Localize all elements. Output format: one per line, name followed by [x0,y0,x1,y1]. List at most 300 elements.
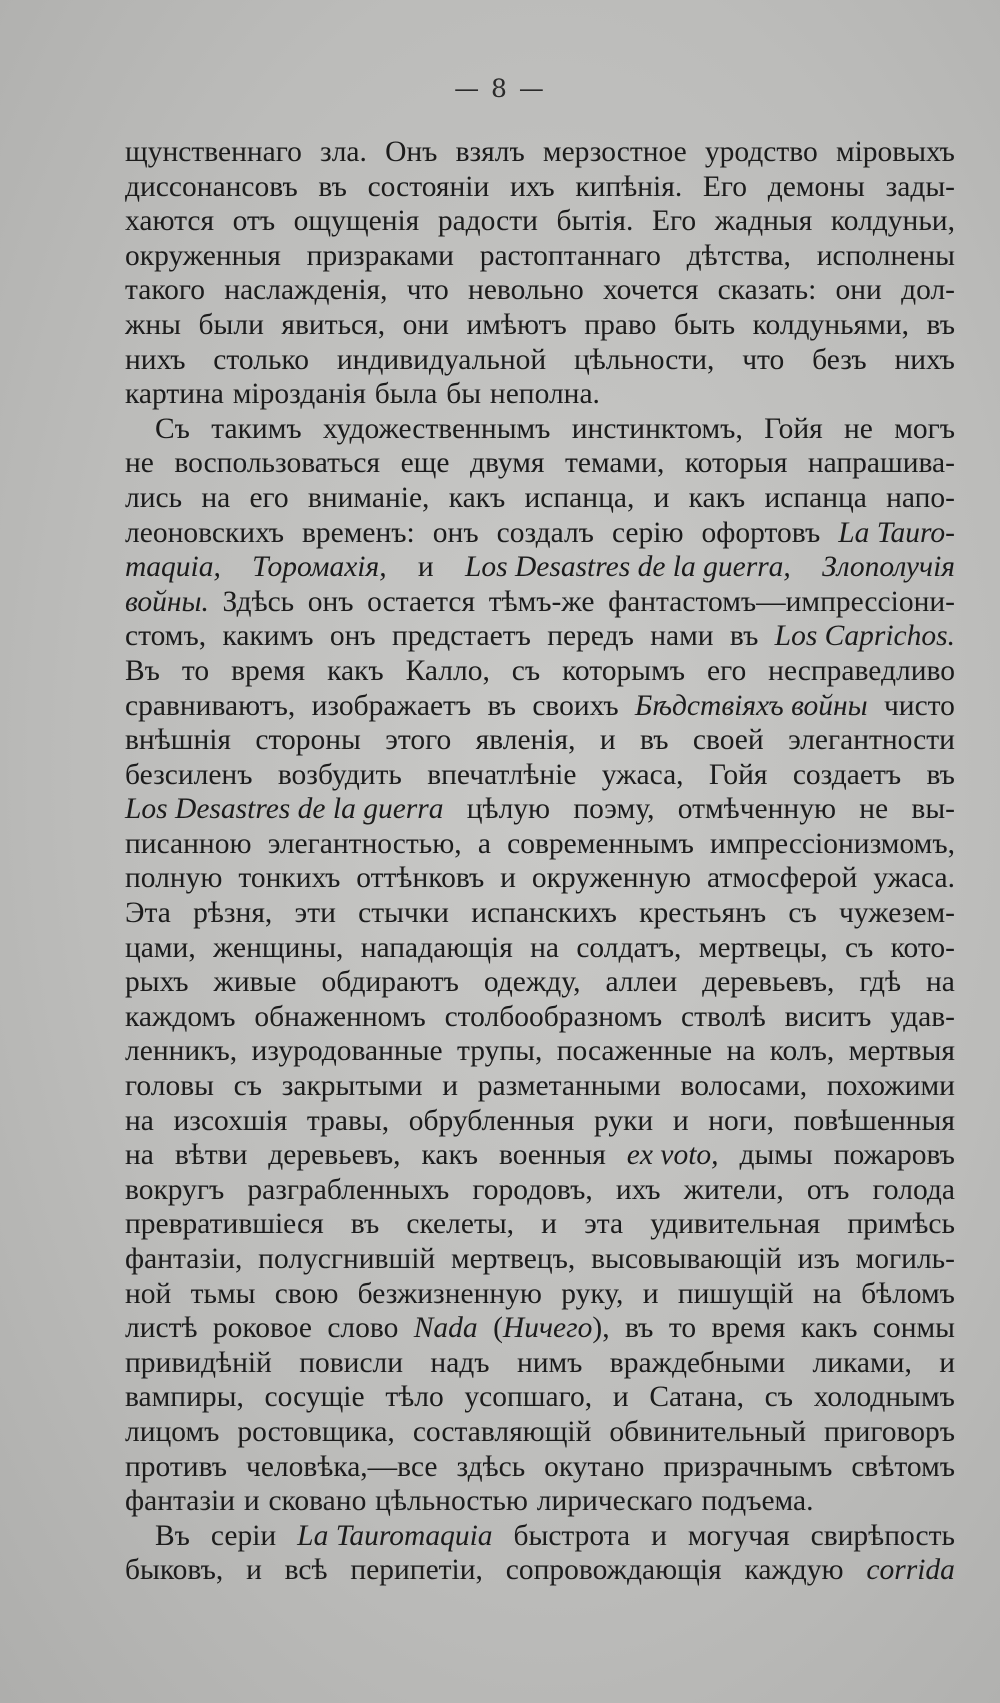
word: нами [650,620,714,653]
word: не [125,447,154,480]
word: Онъ [385,136,438,168]
word: вампиры, [125,1381,244,1414]
word: удав- [890,1000,955,1033]
text-line [125,792,955,827]
word: ex voto, [626,1139,719,1172]
word: Въ [125,654,160,687]
word: серiи [210,1519,277,1552]
word: могучая [687,1519,790,1552]
word: голода [872,1173,955,1206]
word: уродство [704,136,818,168]
word: испанца [764,481,867,514]
word: приговоръ [824,1415,955,1448]
word: элегантностью, [267,827,462,860]
word: сравниваютъ, [125,689,296,722]
word: изсохшiя [173,1104,288,1137]
word: превратившiеся [125,1208,324,1241]
word: въ [926,308,955,341]
word: обнаженномъ [254,1000,426,1033]
word: хочется [602,274,699,307]
word: вы- [911,793,955,826]
text-line [125,377,955,412]
word: безжизненную [357,1277,542,1310]
word: рѣзня, [193,897,273,930]
word: ной [125,1277,172,1310]
word: здѣсь [456,1450,526,1483]
word: которыя [684,447,788,480]
word: разметанными [477,1070,661,1103]
word: и [246,1554,262,1587]
word: и [541,1208,557,1241]
word: неполна. [489,378,600,411]
word: и [642,1277,659,1310]
text-line [125,1346,955,1381]
word: явиться, [281,308,386,341]
word: отъ [806,1173,850,1206]
word: нихъ [125,343,186,376]
word: картина [125,378,224,411]
word: Los Desastres de la guerra, [464,551,791,584]
word: передъ [547,620,634,653]
word: мертвецъ, [451,1243,576,1275]
word: усопшаго, [464,1381,593,1414]
word: Здѣсь [222,585,295,618]
word: призрачнымъ [663,1450,833,1483]
word: и [939,1346,955,1379]
word: чисто [883,689,955,722]
word: виситъ [784,1000,872,1033]
word: окруженную [531,862,692,895]
word: которымъ [562,654,686,687]
word: колдуньями, [752,308,909,341]
word: противъ [125,1450,228,1483]
word: окруженныя [125,239,281,272]
text-line [125,1277,955,1312]
word: несправедливо [768,654,955,687]
word: повисли [299,1346,404,1379]
word: этого [385,724,452,757]
word: головы [125,1070,214,1103]
word: и [417,551,434,584]
word: роковое [212,1312,312,1345]
word: и [442,1070,459,1103]
word: а [477,827,491,860]
word: живые [213,966,297,999]
word: ликами, [812,1346,912,1379]
word: въ [350,1208,380,1241]
word: ростовщика, [237,1415,395,1448]
word: остается [367,585,476,618]
text-line [125,135,955,170]
word: изуродованные [251,1035,443,1068]
word: привидѣнiй [125,1346,272,1379]
word: современнымъ [507,827,694,860]
word: каждую [744,1554,844,1587]
word: время [711,1312,786,1345]
text-line [125,1311,955,1346]
word: онъ [432,516,479,549]
word: бытiя. [556,205,634,238]
word: и [653,481,670,514]
text-line [125,965,955,1000]
word: растоптаннаго [479,239,661,272]
word: явленiя, [475,724,576,757]
text-line [125,550,955,585]
body-text [125,135,955,1588]
word: могъ [894,412,955,445]
word: бы [446,378,482,411]
word: цѣльностью [375,1485,528,1518]
word: офортовъ [701,516,821,549]
word: то [668,1312,697,1345]
word: обвинительный [609,1415,807,1448]
word: тонкихъ [238,862,341,895]
word: такого [125,274,206,307]
word: стволѣ [680,1000,766,1033]
word: съ [233,1070,263,1103]
word: они [402,308,449,341]
word: испанскихъ [471,897,617,930]
word: гдѣ [859,966,902,999]
word: враждебными [609,1346,786,1379]
word: Злополучiя [822,551,955,584]
word: быстрота [513,1519,631,1552]
text-line [125,412,955,447]
word: Торомахiя, [252,551,387,584]
word: писанною [125,827,252,860]
word: стомъ, [125,620,207,653]
word: ужаса. [873,862,955,895]
word: ужаса, [601,758,684,791]
word: въ [487,689,516,722]
word: подъема. [701,1485,814,1518]
text-line [125,931,955,966]
word: удивительная [650,1208,821,1241]
word: его [707,654,747,687]
text-line [125,585,955,620]
word: кипѣнiя. [575,170,683,203]
word: Его [702,170,748,203]
word: maquia, [125,551,221,584]
word: нападающiя [360,931,513,964]
word: что [742,343,785,376]
word: обрубленныя [408,1104,575,1137]
text-line [125,861,955,896]
word: человѣка,—все [245,1450,438,1483]
text-line [125,1034,955,1069]
word: художественнымъ [322,412,551,445]
word: вниманiе, [307,481,430,514]
word: фантазiи [125,1485,235,1518]
word: эти [294,897,336,930]
text-line [125,654,955,689]
word: военныя [498,1139,606,1172]
word: деревьевъ, [702,966,835,999]
word: похожими [826,1070,955,1103]
word: инстинктомъ, [571,412,743,445]
word: свѣтомъ [851,1450,955,1483]
word: призраками [306,239,454,272]
word: демоны [767,170,865,203]
word: Съ [155,412,190,445]
word: полусгнившiй [258,1243,436,1275]
word: колдуньи, [830,205,955,238]
word: ихъ [509,170,555,203]
text-line [125,204,955,239]
word: женщины, [213,931,344,964]
word: La Tauromaquia [297,1519,493,1552]
text-line [125,1000,955,1035]
text-line [125,689,955,724]
word: съ [764,1381,794,1414]
word: полную [125,862,223,895]
word: тѣло [385,1381,444,1414]
text-line [125,170,955,205]
word: возбудить [277,758,402,791]
word: на [726,1035,756,1068]
word: La Tauro- [838,516,955,549]
word: Эта [125,897,171,930]
word: жители, [683,1173,784,1206]
text-line [125,239,955,274]
word: пишущiй [677,1277,794,1310]
word: составляющiй [412,1415,592,1448]
word: диссонансовъ [125,170,298,203]
word: на [812,1277,842,1310]
word: мiровыхъ [835,136,955,168]
word: на [125,1139,154,1172]
word: холоднымъ [813,1381,955,1414]
word: на [125,1104,154,1137]
text-line [125,1519,955,1554]
word: лись [125,481,183,514]
word: цѣлую [466,793,551,826]
word: Nada [413,1312,478,1345]
word: всѣ [284,1554,328,1587]
word: сковано [268,1485,367,1518]
word: оттѣнковъ [356,862,485,895]
word: цами, [125,931,196,964]
word: посаженные [556,1035,713,1068]
word: испанца, [524,481,635,514]
word: мiрозданiя [232,378,366,411]
text-line [125,273,955,308]
text-line [125,446,955,481]
word: безъ [812,343,867,376]
word: городовъ, [472,1173,593,1206]
word: временъ: [301,516,415,549]
word: Въ [155,1519,190,1552]
word: и [612,1381,629,1414]
word: зла. [320,136,367,168]
text-line [125,1553,955,1588]
word: нимъ [516,1346,583,1379]
word: темами, [564,447,665,480]
word: травы, [306,1104,390,1137]
word: изображаетъ [311,689,472,722]
word: стороны [255,724,361,757]
word: дѣтства, [686,239,791,272]
word: еще [400,447,450,480]
text-line [125,1207,955,1242]
word: на [530,931,559,964]
word: (Ничего), [493,1312,610,1345]
text-line [125,1242,955,1277]
word: могиль- [855,1243,955,1275]
word: эта [584,1208,624,1241]
word: онъ [329,620,376,653]
word: вѣтви [174,1139,248,1172]
text-line [125,481,955,516]
word: отъ [232,205,276,238]
word: невольно [468,274,584,307]
word: corrida [866,1554,955,1587]
text-line [125,1138,955,1173]
word: серiю [611,516,684,549]
text-line [125,1484,955,1519]
word: одежду, [483,966,581,999]
word: и [672,1104,689,1137]
word: быть [673,308,736,341]
page-number: — 8 — [454,74,546,103]
word: Los Caprichos. [774,620,955,653]
word: какъ [448,481,506,514]
word: руку, [561,1277,624,1310]
word: тьмы [190,1277,256,1310]
word: ощущенiя [293,205,420,238]
word: пожаровъ [833,1139,955,1172]
word: право [584,308,657,341]
word: они [835,274,882,307]
word: ихъ [615,1173,661,1206]
word: слово [327,1312,399,1345]
text-line [125,516,955,551]
text-line [125,758,955,793]
word: напрашива- [807,447,955,480]
word: леоновскихъ [125,516,284,549]
word: трупы, [456,1035,543,1068]
word: Сатана, [649,1381,744,1414]
word: бѣломъ [861,1277,955,1310]
word: своей [692,724,764,757]
word: индивидуальной [336,343,547,376]
word: обдираютъ [321,966,459,999]
word: и [500,862,516,895]
word: имѣютъ [466,308,567,341]
text-line [125,1450,955,1485]
text-line [125,1173,955,1208]
word: сонмы [872,1312,955,1345]
word: колъ, [769,1035,835,1068]
word: лицомъ [125,1415,220,1448]
word: высовывающiй [591,1243,782,1275]
word: Los Desastres de la guerra [125,793,444,826]
word: предстаетъ [391,620,531,653]
text-line [125,827,955,862]
word: руки [593,1104,654,1137]
word: скелеты, [406,1208,515,1241]
text-line [125,619,955,654]
word: воспользоваться [174,447,381,480]
text-line [125,896,955,931]
text-line [125,1380,955,1415]
word: ленникъ, [125,1035,238,1068]
word: хаются [125,205,215,238]
word: свою [274,1277,339,1310]
word: и [599,724,616,757]
word: аллеи [605,966,678,999]
word: примѣсь [847,1208,955,1241]
text-line [125,1104,955,1139]
word: время [231,654,306,687]
word: въ [640,724,669,757]
word: атмосферой [707,862,858,895]
word: быковъ, [125,1554,224,1587]
word: Калло, [405,654,490,687]
word: какимъ [222,620,314,653]
word: сосущiе [264,1381,365,1414]
word: съ [511,654,541,687]
word: какъ [421,1139,479,1172]
word: двумя [469,447,545,480]
word: на [201,481,231,514]
word: окутано [544,1450,645,1483]
word: импрессiонизмомъ, [710,827,955,860]
word: исполнены [816,239,955,272]
word: то [181,654,210,687]
word: элегантности [788,724,955,757]
word: Бѣдствiяхъ войны [634,689,868,722]
word: стычки [358,897,449,930]
text-line [125,723,955,758]
word: съ [788,897,817,930]
word: состоянiи [367,170,490,203]
word: волосами, [680,1070,808,1103]
word: своихъ [532,689,619,722]
word: повѣшенныя [793,1104,955,1137]
word: мерзостное [542,136,687,168]
word: нихъ [894,343,955,376]
word: внѣшнiя [125,724,232,757]
word: отмѣченную [677,793,836,826]
word: свирѣпость [810,1519,955,1552]
text-line [125,1069,955,1104]
word: Гойя [764,412,823,445]
word: тѣмъ-же [488,585,595,618]
word: создаетъ [792,758,902,791]
word: и [651,1519,667,1552]
text-line [125,1415,955,1450]
word: сказать: [717,274,817,307]
word: кото- [890,931,955,964]
word: его [249,481,289,514]
word: столбообразномъ [444,1000,663,1033]
word: дол- [901,274,955,307]
word: впечатлѣнiе [427,758,577,791]
word: радости [437,205,538,238]
word: были [198,308,264,341]
word: каждомъ [125,1000,236,1033]
word: зады- [885,170,955,203]
word: цѣльности, [573,343,715,376]
word: рыхъ [125,966,189,999]
word: щунственнаго [125,136,302,168]
word: напо- [886,481,955,514]
word: сопровождающiя [505,1554,722,1587]
word: создалъ [496,516,594,549]
word: дымы [739,1139,813,1172]
word: безсиленъ [125,758,253,791]
